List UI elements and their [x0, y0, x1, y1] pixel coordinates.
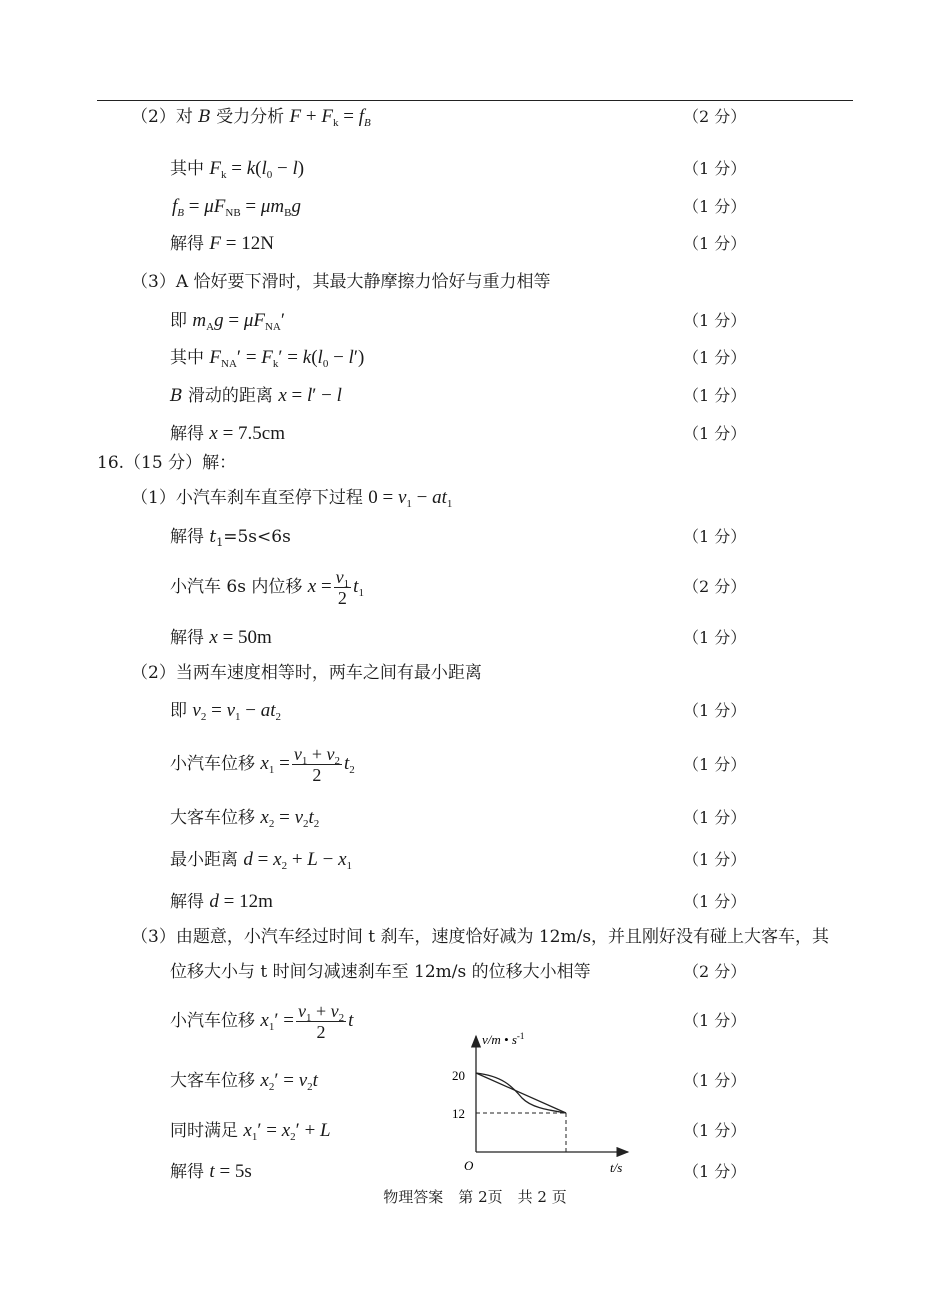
- points: （1 分）: [683, 850, 747, 869]
- p15-3-intro: （3）A 恰好要下滑时，其最大静摩擦力恰好与重力相等: [131, 272, 551, 292]
- points: （1 分）: [683, 386, 747, 405]
- q16-3-line1: 小汽车位移 $x_1'$ = $\frac{v_1 + v_2}{2}$ t: [170, 1001, 354, 1042]
- p15-2-line2: 其中 $F_k = k(l_0 - l)$: [170, 158, 305, 181]
- q16-3-line4: 解得 t = 5s: [170, 1161, 252, 1182]
- points: （1 分）: [683, 628, 747, 647]
- q16-2-line2: 小汽车位移 $x_1$ = $\frac{v_1 + v_2}{2}$ $t_2$: [170, 744, 355, 785]
- p15-3-line1: 即 $m_Ag = \mu F_{NA}'$: [170, 310, 286, 333]
- points: （1 分）: [683, 311, 747, 330]
- p15-2-line4: 解得 F = 12N: [170, 233, 274, 254]
- q16-1-intro: （1）小汽车刹车直至停下过程 $0 = v_1 - at_1$: [131, 487, 453, 510]
- q16-2-line4: 最小距离 $d = x_2 + L - x_1$: [170, 849, 353, 872]
- points: （2 分）: [683, 577, 747, 596]
- points: （1 分）: [683, 527, 747, 546]
- q16-2-intro: （2）当两车速度相等时，两车之间有最小距离: [131, 663, 482, 683]
- q16-2-line1: 即 $v_2 = v_1 - at_2$: [170, 700, 281, 723]
- tick-20: 20: [452, 1068, 465, 1083]
- curve-straight: [476, 1073, 566, 1113]
- points: （2 分）: [683, 962, 747, 981]
- origin-label: O: [464, 1158, 474, 1173]
- points: （1 分）: [683, 892, 747, 911]
- top-rule: [97, 100, 853, 101]
- p15-3-line4: 解得 x = 7.5cm: [170, 423, 286, 444]
- q16-2-line3: 大客车位移 $x_2 = v_2t_2$: [170, 807, 320, 830]
- page-footer: 物理答案 第 2页 共 2 页: [383, 1188, 567, 1206]
- q16-1-line1: 解得 $t_1=5s<6s$: [170, 527, 291, 549]
- points: （1 分）: [683, 1071, 747, 1090]
- q16-3-line3: 同时满足 $x_1' = x_2' + L$: [170, 1120, 331, 1143]
- points: （1 分）: [683, 348, 747, 367]
- q16-3-intro2: 位移大小与 t 时间匀减速刹车至 12m/s 的位移大小相等: [170, 962, 591, 982]
- points: （1 分）: [683, 1121, 747, 1140]
- q16-1-line3: 解得 x = 50m: [170, 627, 272, 648]
- q16-heading: 16.（15 分）解：: [97, 453, 237, 473]
- points: （1 分）: [683, 159, 747, 178]
- points: （1 分）: [683, 701, 747, 720]
- points: （1 分）: [683, 1162, 747, 1181]
- points: （2 分）: [683, 107, 747, 126]
- q16-1-line2: 小汽车 6s 内位移 x = $\frac{v_1}{2}$ $t_1$: [170, 567, 364, 608]
- q16-2-line5: 解得 d = 12m: [170, 891, 273, 912]
- points: （1 分）: [683, 1011, 747, 1030]
- points: （1 分）: [683, 197, 747, 216]
- x-axis-label: t/s: [610, 1160, 623, 1175]
- p15-3-line3: B 滑动的距离 x = l′ − l: [170, 385, 342, 406]
- p15-2-line1: （2）对 B 受力分析 $F + F_k = f_B$: [131, 106, 371, 129]
- y-axis-label: v/m • $s^{-1}$: [482, 1031, 525, 1047]
- points: （1 分）: [683, 755, 747, 774]
- p15-3-line2: 其中 $F_{NA}' = F_k' = k(l_0 - l')$: [170, 347, 365, 370]
- q16-3-intro: （3）由题意，小汽车经过时间 t 刹车，速度恰好减为 12m/s，并且刚好没有碰上大客车，其: [131, 927, 830, 947]
- q16-3-line2: 大客车位移 $x_2' = v_2t$: [170, 1070, 318, 1093]
- points: （1 分）: [683, 424, 747, 443]
- p15-2-line3: $f_B = \mu F_{NB} = \mu m_Bg$: [172, 196, 301, 219]
- vt-graph: [440, 1028, 640, 1178]
- points: （1 分）: [683, 234, 747, 253]
- points: （1 分）: [683, 808, 747, 827]
- tick-12: 12: [452, 1106, 465, 1121]
